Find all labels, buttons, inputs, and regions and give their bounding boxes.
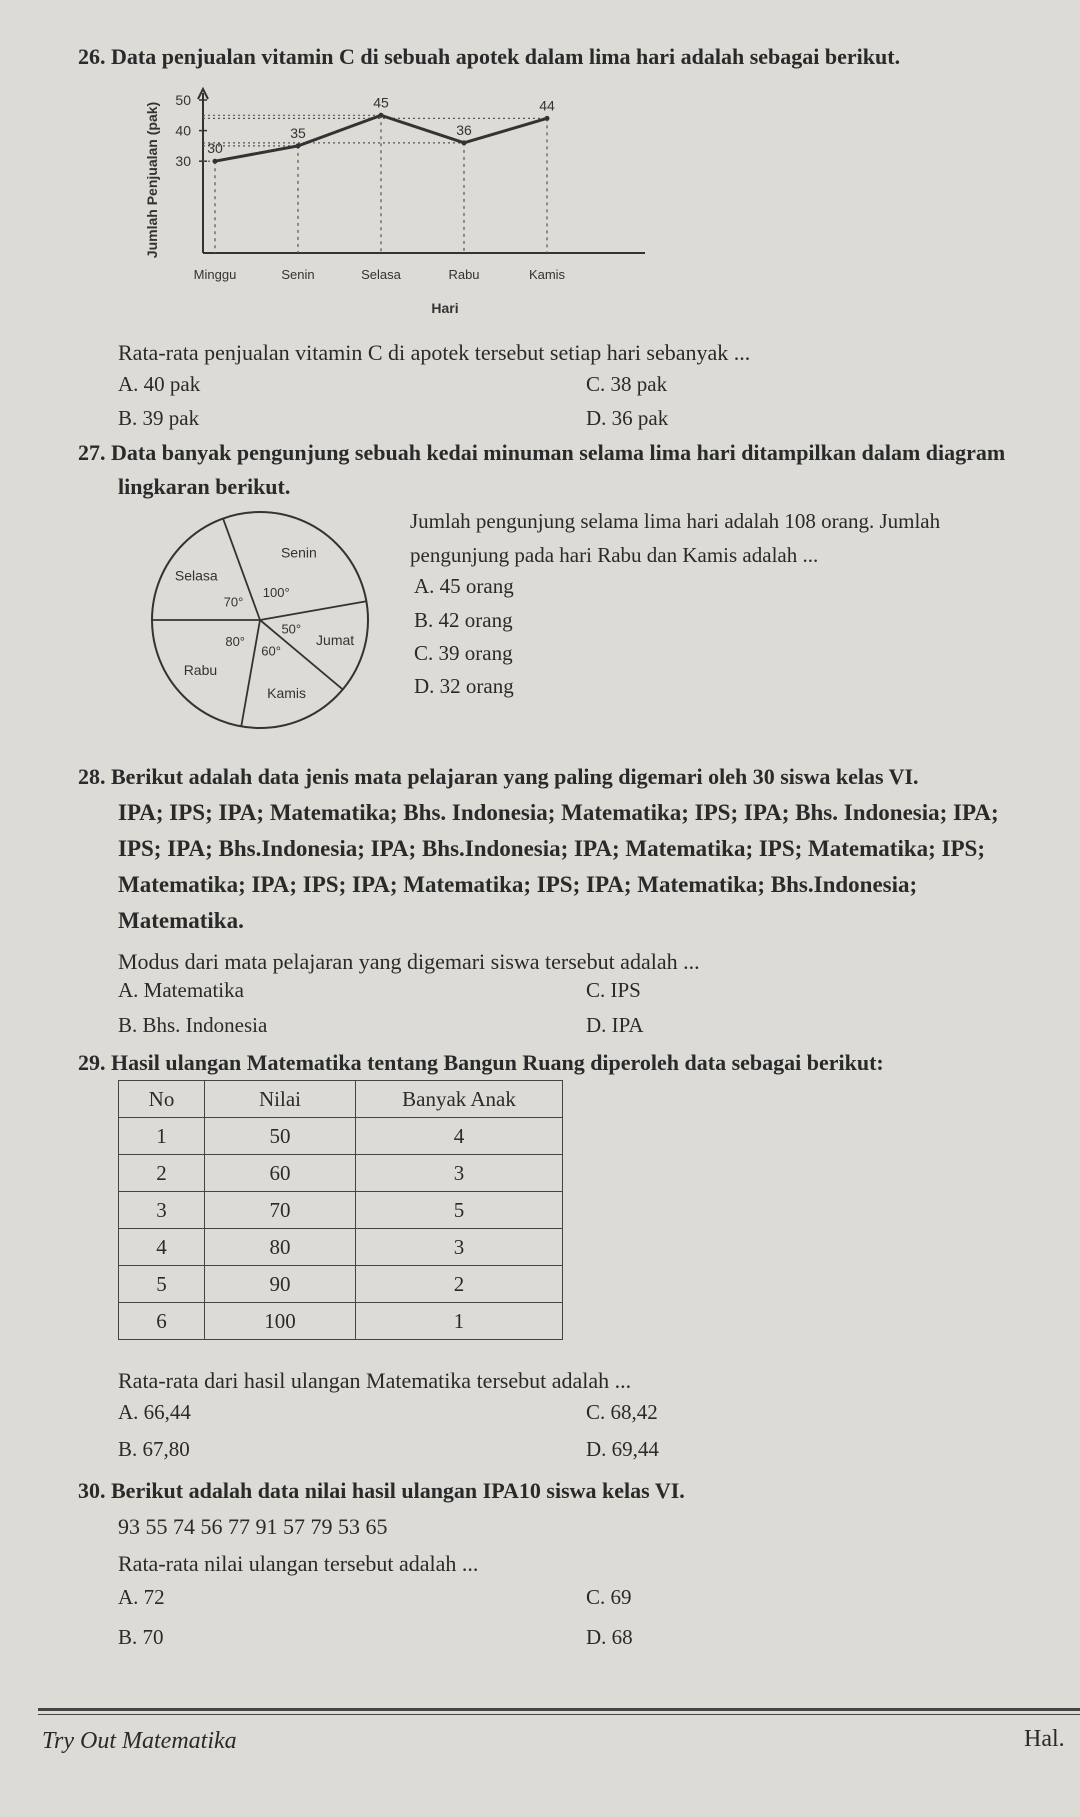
q29-header-banyak-anak: Banyak Anak: [356, 1081, 563, 1118]
q28-data-line4: Matematika.: [118, 908, 244, 933]
q29-option-c[interactable]: C. 68,42: [586, 1400, 658, 1424]
q27-side-text-line2: pengunjung pada hari Rabu dan Kamis adalah ...: [410, 543, 819, 567]
slice-angle-label: 100°: [262, 584, 290, 600]
q28-header: [78, 760, 919, 793]
data-value-label: 35: [290, 124, 306, 141]
q26-option-d[interactable]: D. 36 pak: [586, 406, 669, 430]
footer-title: Try Out Matematika: [42, 1728, 237, 1754]
q27-text-line1: Data banyak pengunjung sebuah kedai minuman selama lima hari ditampilkan dalam diagram: [111, 440, 1006, 465]
x-axis-title: Hari: [431, 300, 459, 316]
y-tick-label: 50: [175, 92, 191, 108]
footer-divider: [38, 1708, 1080, 1711]
table-cell: 2: [119, 1155, 205, 1192]
x-tick-label: Senin: [281, 267, 315, 282]
y-tick-label: 40: [175, 122, 191, 139]
data-value-label: 36: [456, 121, 472, 138]
table-cell: 100: [205, 1303, 356, 1340]
q27-pie-chart: [120, 510, 400, 750]
table-row: [119, 1229, 563, 1266]
slice-angle-label: 50°: [281, 621, 302, 637]
q30-data: 93 55 74 56 77 91 57 79 53 65: [118, 1514, 388, 1539]
data-point: [296, 143, 301, 148]
q26-line-chart: [135, 85, 655, 325]
slice-label: Senin: [280, 544, 317, 561]
q27-option-b[interactable]: B. 42 orang: [414, 608, 513, 632]
q30-option-c[interactable]: C. 69: [586, 1585, 632, 1609]
data-value-label: 45: [373, 94, 389, 111]
slice-label: Jumat: [316, 632, 355, 649]
x-tick-label: Rabu: [448, 267, 480, 282]
table-cell: 80: [205, 1229, 356, 1266]
q30-question: Rata-rata nilai ulangan tersebut adalah ...: [118, 1551, 479, 1576]
table-cell: 2: [356, 1266, 563, 1303]
q26-header: [78, 40, 900, 73]
q29-question: Rata-rata dari hasil ulangan Matematika tersebut adalah ...: [118, 1368, 632, 1393]
data-point: [213, 159, 218, 164]
q28-data-line1: IPA; IPS; IPA; Matematika; Bhs. Indonesia; Matematika; IPS; IPA; Bhs. Indonesia; IPA;: [118, 800, 999, 825]
q27-side-text-line1: Jumlah pengunjung selama lima hari adalah 108 orang. Jumlah: [410, 509, 941, 533]
q28-option-c[interactable]: C. IPS: [586, 978, 641, 1002]
q27-option-d[interactable]: D. 32 orang: [414, 674, 514, 698]
q26-option-c[interactable]: C. 38 pak: [586, 372, 668, 396]
q30-number: 30.: [78, 1478, 106, 1503]
x-tick-label: Selasa: [361, 267, 401, 282]
q29-option-a[interactable]: A. 66,44: [118, 1400, 191, 1424]
y-tick-label: 30: [175, 153, 191, 170]
q27-text-line2: lingkaran berikut.: [118, 474, 291, 499]
table-cell: 1: [119, 1118, 205, 1155]
q27-option-c[interactable]: C. 39 orang: [414, 641, 513, 665]
table-row: [119, 1266, 563, 1303]
q29-number: 29.: [78, 1050, 106, 1075]
table-row: [119, 1118, 563, 1155]
table-cell: 1: [356, 1303, 563, 1340]
table-cell: 70: [205, 1192, 356, 1229]
q29-header: [78, 1046, 884, 1079]
table-cell: 5: [356, 1192, 563, 1229]
slice-angle-label: 60°: [261, 643, 281, 659]
slice-label: Selasa: [174, 567, 218, 584]
q29-option-d[interactable]: D. 69,44: [586, 1437, 659, 1461]
q28-question: Modus dari mata pelajaran yang digemari siswa tersebut adalah ...: [118, 949, 700, 974]
q29-text: Hasil ulangan Matematika tentang Bangun Ruang diperoleh data sebagai berikut:: [111, 1050, 884, 1075]
q26-text: Data penjualan vitamin C di sebuah apotek dalam lima hari adalah sebagai berikut.: [111, 44, 901, 69]
table-cell: 3: [356, 1155, 563, 1192]
q29-table-body: [119, 1118, 563, 1340]
q27-header: [78, 436, 1005, 469]
data-point: [462, 140, 467, 145]
table-cell: 4: [356, 1118, 563, 1155]
q27-option-a[interactable]: A. 45 orang: [414, 574, 514, 598]
table-cell: 5: [119, 1266, 205, 1303]
table-cell: 6: [119, 1303, 205, 1340]
x-tick-label: Minggu: [193, 267, 237, 282]
data-point: [379, 113, 384, 118]
slice-angle-label: 70°: [223, 594, 244, 610]
q28-number: 28.: [78, 764, 106, 789]
y-axis-title: Jumlah Penjualan (pak): [144, 101, 160, 259]
table-row: [119, 1155, 563, 1192]
x-tick-label: Kamis: [528, 267, 566, 282]
q29-header-no: No: [119, 1081, 205, 1118]
slice-label: Rabu: [183, 661, 218, 678]
footer-page-label: Hal.: [1024, 1726, 1065, 1752]
slice-boundary: [260, 601, 366, 620]
q28-text: Berikut adalah data jenis mata pelajaran yang paling digemari oleh 30 siswa kelas VI.: [111, 764, 919, 789]
data-value-label: 30: [207, 140, 223, 157]
table-row: [119, 1192, 563, 1229]
q28-option-a[interactable]: A. Matematika: [118, 978, 244, 1002]
q29-header-nilai: Nilai: [205, 1081, 356, 1118]
data-value-label: 44: [539, 97, 555, 114]
q26-option-a[interactable]: A. 40 pak: [118, 372, 201, 396]
slice-angle-label: 80°: [225, 633, 246, 649]
q29-table-header-row: [119, 1081, 563, 1118]
table-row: [119, 1303, 563, 1340]
data-point: [545, 116, 550, 121]
q28-data-line2: IPS; IPA; Bhs.Indonesia; IPA; Bhs.Indonesia; IPA; Matematika; IPS; Matematika; IPS;: [118, 836, 985, 861]
table-cell: 50: [205, 1118, 356, 1155]
q29-table: [118, 1080, 563, 1340]
slice-label: Kamis: [267, 685, 307, 702]
q30-header: [78, 1474, 685, 1507]
footer-divider-thin: [38, 1714, 1080, 1715]
q28-option-b[interactable]: B. Bhs. Indonesia: [118, 1013, 268, 1037]
table-cell: 4: [119, 1229, 205, 1266]
table-cell: 60: [205, 1155, 356, 1192]
q30-option-d[interactable]: D. 68: [586, 1625, 633, 1649]
table-cell: 3: [119, 1192, 205, 1229]
q28-option-d[interactable]: D. IPA: [586, 1013, 644, 1037]
q26-option-b[interactable]: B. 39 pak: [118, 406, 200, 430]
q28-data-line3: Matematika; IPA; IPS; IPA; Matematika; IPS; IPA; Matematika; Bhs.Indonesia;: [118, 872, 918, 897]
q30-option-a[interactable]: A. 72: [118, 1585, 165, 1609]
table-cell: 3: [356, 1229, 563, 1266]
q26-question: Rata-rata penjualan vitamin C di apotek tersebut setiap hari sebanyak ...: [118, 340, 751, 365]
q26-number: 26.: [78, 44, 106, 69]
q27-number: 27.: [78, 440, 106, 465]
q29-option-b[interactable]: B. 67,80: [118, 1437, 190, 1461]
q30-option-b[interactable]: B. 70: [118, 1625, 164, 1649]
table-cell: 90: [205, 1266, 356, 1303]
q30-text: Berikut adalah data nilai hasil ulangan IPA10 siswa kelas VI.: [111, 1478, 685, 1503]
